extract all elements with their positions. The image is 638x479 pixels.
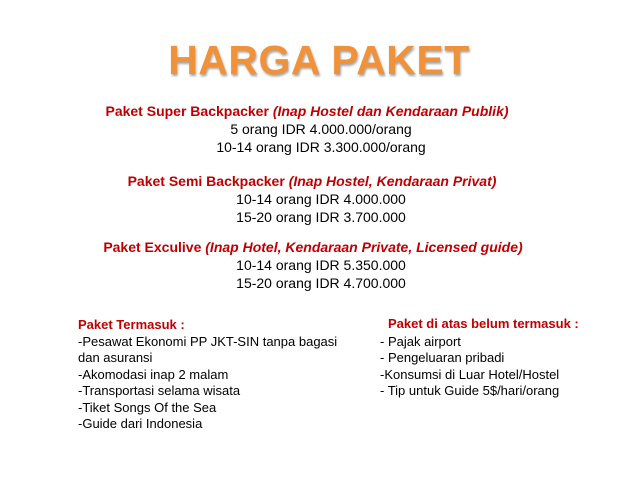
package-name: Paket Semi Backpacker (Inap Hostel, Kendaraan Privat) <box>127 173 497 189</box>
page-title: HARGA PAKET <box>168 37 470 83</box>
included-heading: Paket Termasuk : <box>78 317 185 332</box>
list-item: -Guide dari Indonesia <box>78 416 203 431</box>
excluded-list <box>380 316 620 400</box>
package-detail: (Inap Hostel, Kendaraan Privat) <box>288 173 497 189</box>
list-item: - Tip untuk Guide 5$/hari/orang <box>380 383 560 398</box>
list-item: -Konsumsi di Luar Hotel/Hostel <box>380 366 560 382</box>
package-exculive <box>0 238 638 292</box>
excluded-heading: Paket di atas belum termasuk : <box>388 316 579 331</box>
package-detail: (Inap Hostel dan Kendaraan Publik) <box>272 103 509 119</box>
package-semi-backpacker <box>0 172 638 226</box>
package-price-line: 10-14 orang IDR 4.000.000 <box>236 191 406 207</box>
package-price-line: 15-20 orang IDR 4.700.000 <box>236 275 406 291</box>
package-name: Paket Super Backpacker (Inap Hostel dan Kendaraan Publik) <box>105 103 509 119</box>
list-item: -Akomodasi inap 2 malam <box>78 366 229 382</box>
package-detail: (Inap Hotel, Kendaraan Private, Licensed guide) <box>205 239 523 255</box>
included-list <box>78 317 368 433</box>
package-super-backpacker <box>0 102 638 156</box>
list-item: -Pesawat Ekonomi PP JKT-SIN tanpa bagasi <box>78 333 338 349</box>
package-price-line: 15-20 orang IDR 3.700.000 <box>236 209 406 225</box>
list-item: dan asuransi <box>78 350 153 365</box>
list-item: - Pajak airport <box>380 333 461 349</box>
package-price-line: 5 orang IDR 4.000.000/orang <box>230 121 412 137</box>
package-name: Paket Exculive (Inap Hotel, Kendaraan Private, Licensed guide) <box>103 239 523 255</box>
package-price-line: 10-14 orang IDR 3.300.000/orang <box>216 139 426 155</box>
list-item: - Pengeluaran pribadi <box>380 350 505 365</box>
package-price-line: 10-14 orang IDR 5.350.000 <box>236 257 406 273</box>
list-item: -Transportasi selama wisata <box>78 383 241 398</box>
list-item: -Tiket Songs Of the Sea <box>78 399 217 415</box>
